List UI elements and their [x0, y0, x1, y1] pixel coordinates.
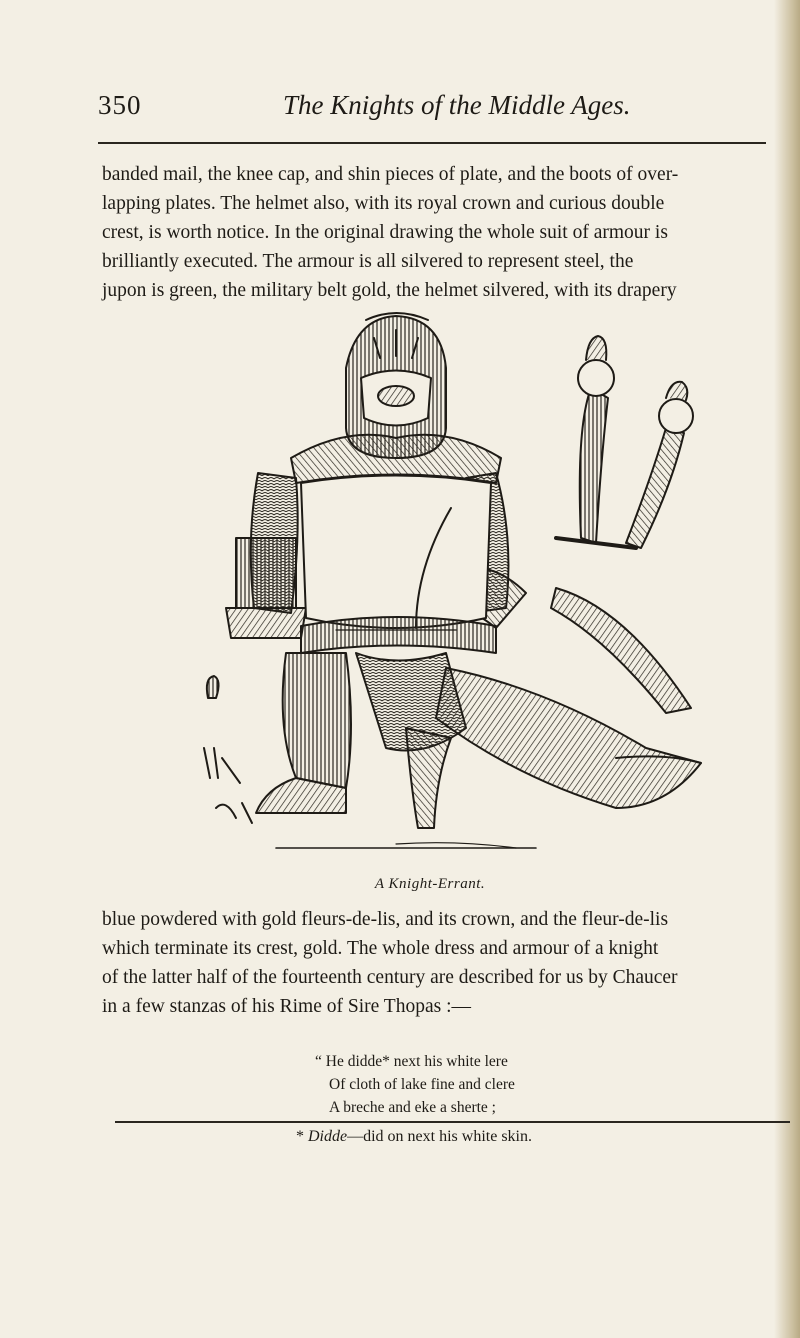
footnote-marker: *	[296, 1128, 304, 1145]
text-line: brilliantly executed. The armour is all silvered to represent steel, the	[102, 251, 634, 272]
knight-errant-illustration	[196, 308, 716, 858]
footnote-term: Didde	[308, 1128, 348, 1145]
footnote-rule	[115, 1121, 790, 1123]
text-line: blue powdered with gold fleurs-de-lis, and its crown, and the fleur-de-lis	[102, 909, 669, 930]
verse-line: “ He didde* next his white lere	[315, 1053, 508, 1070]
text-line: banded mail, the knee cap, and shin pieces of plate, and the boots of over-	[102, 164, 679, 185]
header-rule	[98, 142, 766, 144]
verse-line: Of cloth of lake fine and clere	[329, 1076, 515, 1093]
running-head-title: The Knights of the Middle Ages.	[283, 90, 631, 120]
verse-quotation	[315, 1050, 615, 1119]
text-line: of the latter half of the fourteenth century are described for us by Chaucer	[102, 967, 678, 988]
text-line: lapping plates. The helmet also, with its royal crown and curious double	[102, 193, 665, 214]
paragraph-top	[102, 160, 766, 305]
verse-line: A breche and eke a sherte ;	[329, 1099, 496, 1116]
text-line: jupon is green, the military belt gold, the helmet silvered, with its drapery	[102, 280, 677, 301]
footnote	[14, 1128, 800, 1146]
running-head	[98, 90, 698, 130]
paragraph-bottom	[102, 905, 766, 1021]
text-line: crest, is worth notice. In the original drawing the whole suit of armour is	[102, 222, 668, 243]
text-line: in a few stanzas of his Rime of Sire Thopas :—	[102, 996, 471, 1017]
page-number: 350	[98, 90, 142, 120]
text-line: which terminate its crest, gold. The whole dress and armour of a knight	[102, 938, 659, 959]
footnote-text: —did on next his white skin.	[347, 1128, 532, 1145]
figure-caption: A Knight-Errant.	[374, 876, 486, 892]
